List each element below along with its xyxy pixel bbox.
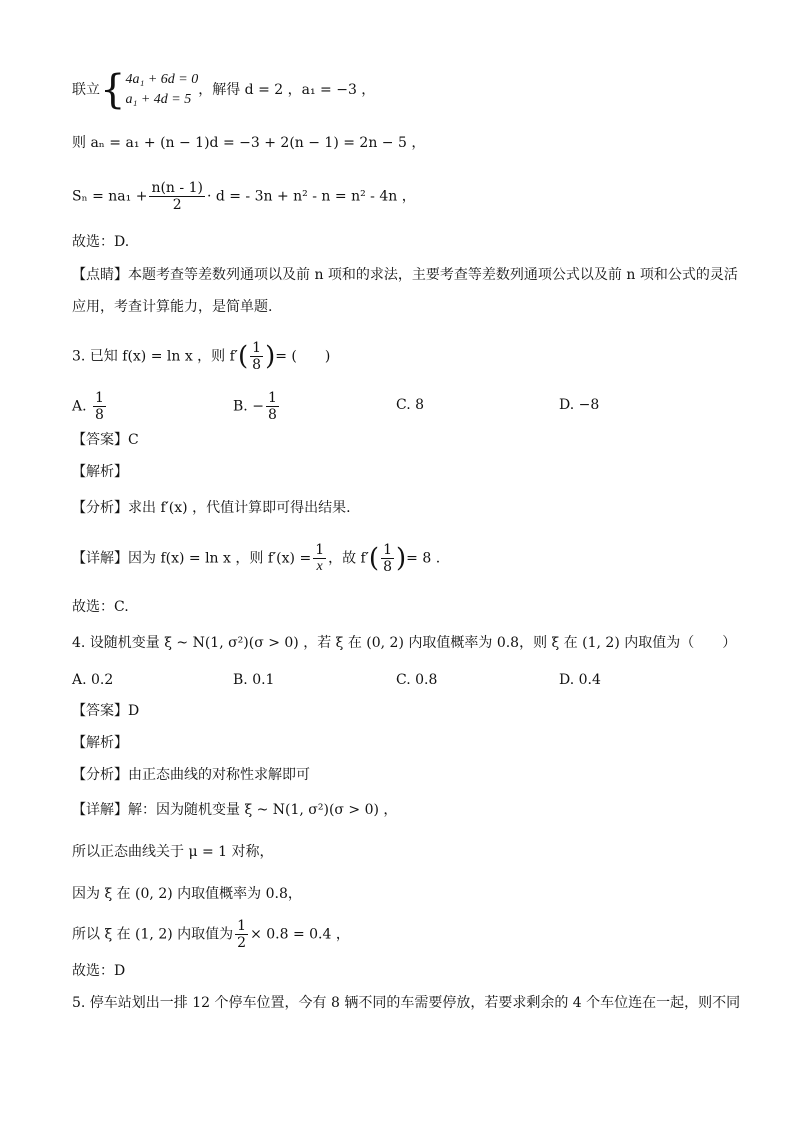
q4-analysis-heading: 【解析】 [72, 735, 128, 751]
q2-choice-line: 故选：D. [72, 234, 130, 250]
equation-system [125, 70, 198, 110]
q3-paren-open: ( [238, 341, 249, 372]
q3-option-c: C. 8 [396, 397, 425, 413]
sum-formula-right: · d = - 3n + n² - n = n² - 4n ， [206, 188, 416, 205]
q4-xiangjie-3: 因为 ξ 在 (0, 2) 内取值概率为 0.8， [72, 886, 302, 902]
q3-choice: 故选：C. [72, 599, 129, 615]
q3-option-a [72, 390, 108, 423]
q4-xiangjie-2: 所以正态曲线关于 μ = 1 对称， [72, 844, 274, 860]
q3-xj2-den: 8 [383, 559, 392, 575]
lianli-label: 联立 [72, 82, 100, 98]
q3-analysis-heading: 【解析】 [72, 464, 128, 480]
dianjing-line-2: 应用，考查计算能力，是简单题. [72, 299, 273, 315]
q3-fenxi: 【分析】求出 f′(x) ，代值计算即可得出结果. [72, 500, 351, 516]
q4-xiangjie-4 [72, 918, 350, 951]
q3-option-b-label: B. [233, 398, 248, 415]
q3-stem-fraction [250, 340, 263, 373]
q3-xj-paren-open: ( [368, 543, 380, 574]
q3-xiangjie-text-a: 【详解】因为 f(x) = ln x ，则 f′(x) = [72, 550, 312, 567]
q4-option-d: D. 0.4 [559, 672, 601, 688]
q3-stem-fraction-den: 8 [252, 357, 262, 373]
q3-xj-paren-close: ) [396, 543, 407, 574]
q4-stem: 4. 设随机变量 ξ ~ N(1, σ²)(σ > 0) ，若 ξ 在 (0, 2) 内取值概率为 0.8，则 ξ 在 (1, 2) 内取值为（ ） [72, 635, 737, 651]
q3-xj-den: x [316, 559, 323, 574]
solve-result: ，解得 d = 2 ，a₁ = −3 ， [198, 82, 376, 98]
q4-xj4-text-a: 所以 ξ 在 (1, 2) 内取值为 [72, 926, 234, 943]
q4-fenxi: 【分析】由正态曲线的对称性求解即可 [72, 767, 310, 783]
sum-formula-line [72, 180, 416, 213]
sum-fraction-numerator: n(n - 1) [151, 180, 203, 196]
q3-option-b-num: 1 [267, 390, 277, 406]
q3-stem [72, 340, 330, 373]
general-term-formula: 则 aₙ = a₁ + (n − 1)d = −3 + 2(n − 1) = 2n − 5 ， [72, 135, 426, 151]
q3-stem-fraction-num: 1 [252, 340, 262, 356]
q3-option-b-fraction [266, 390, 279, 423]
general-term-line [72, 133, 425, 153]
q4-xj4-fraction [235, 918, 248, 951]
q3-xiangjie-fraction-2 [381, 542, 394, 575]
q3-xj2-num: 1 [383, 542, 392, 558]
sum-fraction [149, 180, 205, 213]
equation-1: 4a₁ + 6d = 0 [125, 72, 199, 87]
q3-option-b-den: 8 [267, 407, 277, 423]
q3-option-b [233, 390, 281, 423]
q4-option-c: C. 0.8 [396, 672, 438, 688]
q3-stem-text: 3. 已知 f(x) = ln x ，则 f′ [72, 348, 238, 365]
q4-option-a: A. 0.2 [72, 672, 114, 688]
q3-stem-blank: = ( ) [275, 348, 331, 365]
solution-system-line [72, 67, 376, 113]
q3-option-b-sign: − [252, 398, 264, 415]
q3-xiangjie-fraction [313, 542, 326, 575]
q3-xiangjie [72, 542, 440, 575]
sum-fraction-denominator: 2 [172, 197, 182, 213]
equation-2: a₁ + 4d = 5 [125, 92, 192, 107]
q5-stem: 5. 停车站划出一排 12 个停车位置，今有 8 辆不同的车需要停放，若要求剩余的 4 个车位连在一起，则不同 [72, 995, 741, 1011]
left-brace-symbol: { [100, 67, 126, 113]
q3-xiangjie-text-b: ，故 f′ [328, 550, 369, 567]
q4-xj4-num: 1 [237, 918, 247, 934]
q4-xiangjie-1: 【详解】解：因为随机变量 ξ ~ N(1, σ²)(σ > 0) ， [72, 802, 398, 818]
q3-paren-close: ) [265, 341, 276, 372]
q3-option-a-label: A. [72, 398, 87, 415]
q3-xiangjie-text-c: = 8 . [406, 550, 441, 567]
dianjing-line-1: 【点睛】本题考查等差数列通项以及前 n 项和的求法，主要考查等差数列通项公式以及前 n 项和公式的灵活 [72, 267, 738, 283]
q3-option-a-den: 8 [95, 407, 104, 423]
q4-option-b: B. 0.1 [233, 672, 275, 688]
q3-option-d: D. −8 [559, 397, 600, 413]
q4-xj4-den: 2 [237, 935, 247, 951]
q3-option-a-num: 1 [95, 390, 104, 406]
q3-option-a-fraction [93, 390, 106, 423]
q4-xj4-text-b: × 0.8 = 0.4 ， [250, 926, 350, 943]
q4-answer: 【答案】D [72, 703, 140, 719]
q3-xj-num: 1 [315, 542, 325, 558]
sum-formula-left: Sₙ = na₁ + [72, 188, 148, 205]
q4-choice: 故选：D [72, 963, 126, 979]
q3-answer: 【答案】C [72, 432, 139, 448]
